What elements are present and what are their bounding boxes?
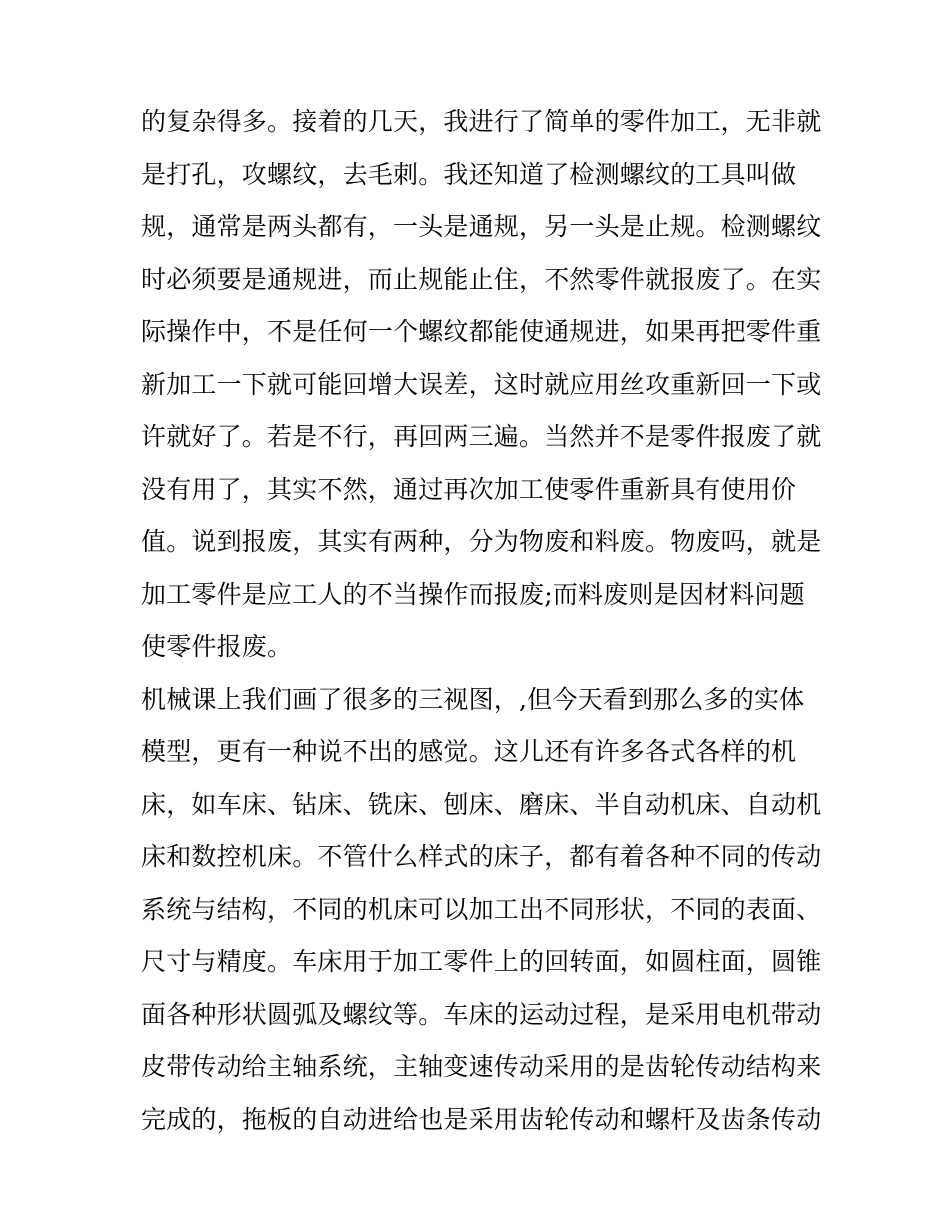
text-line: 新加工一下就可能回增大误差，这时就应用丝攻重新回一下或 xyxy=(141,369,822,399)
text-line: 是打孔，攻螺纹，去毛刺。我还知道了检测螺纹的工具叫做 xyxy=(141,159,797,189)
text-line: 系统与结构，不同的机床可以加工出不同形状，不同的表面、 xyxy=(141,894,822,924)
text-line: 使零件报废。 xyxy=(141,632,293,661)
text-line: 床和数控机床。不管什么样式的床子，都有着各种不同的传动 xyxy=(141,842,822,871)
text-line: 皮带传动给主轴系统，主轴变速传动采用的是齿轮传动结构来 xyxy=(141,1052,822,1081)
text-line: 时必须要是通规进，而止规能止住，不然零件就报废了。在实 xyxy=(141,264,822,294)
text-line: 值。说到报废，其实有两种，分为物废和料废。物废吗，就是 xyxy=(141,527,822,556)
text-line: 许就好了。若是不行，再回两三遍。当然并不是零件报废了就 xyxy=(141,422,822,451)
body-text xyxy=(141,107,821,1157)
text-line: 际操作中，不是任何一个螺纹都能使通规进，如果再把零件重 xyxy=(141,317,822,346)
text-line: 尺寸与精度。车床用于加工零件上的回转面，如圆柱面，圆锥 xyxy=(141,947,822,976)
text-line: 机械课上我们画了很多的三视图，,但今天看到那么多的实体 xyxy=(141,684,805,714)
text-line: 面各种形状圆弧及螺纹等。车床的运动过程，是采用电机带动 xyxy=(141,999,822,1029)
text-line: 没有用了，其实不然，通过再次加工使零件重新具有使用价 xyxy=(141,474,797,504)
text-line: 完成的，拖板的自动进给也是采用齿轮传动和螺杆及齿条传动 xyxy=(141,1104,822,1134)
text-line: 加工零件是应工人的不当操作而报废;而料废则是因材料问题 xyxy=(141,579,805,609)
text-line: 规，通常是两头都有，一头是通规，另一头是止规。检测螺纹 xyxy=(141,212,822,241)
text-line: 的复杂得多。接着的几天，我进行了简单的零件加工，无非就 xyxy=(141,107,822,136)
text-line: 床，如车床、钻床、铣床、刨床、磨床、半自动机床、自动机 xyxy=(141,789,822,819)
text-line: 模型，更有一种说不出的感觉。这儿还有许多各式各样的机 xyxy=(141,737,797,766)
